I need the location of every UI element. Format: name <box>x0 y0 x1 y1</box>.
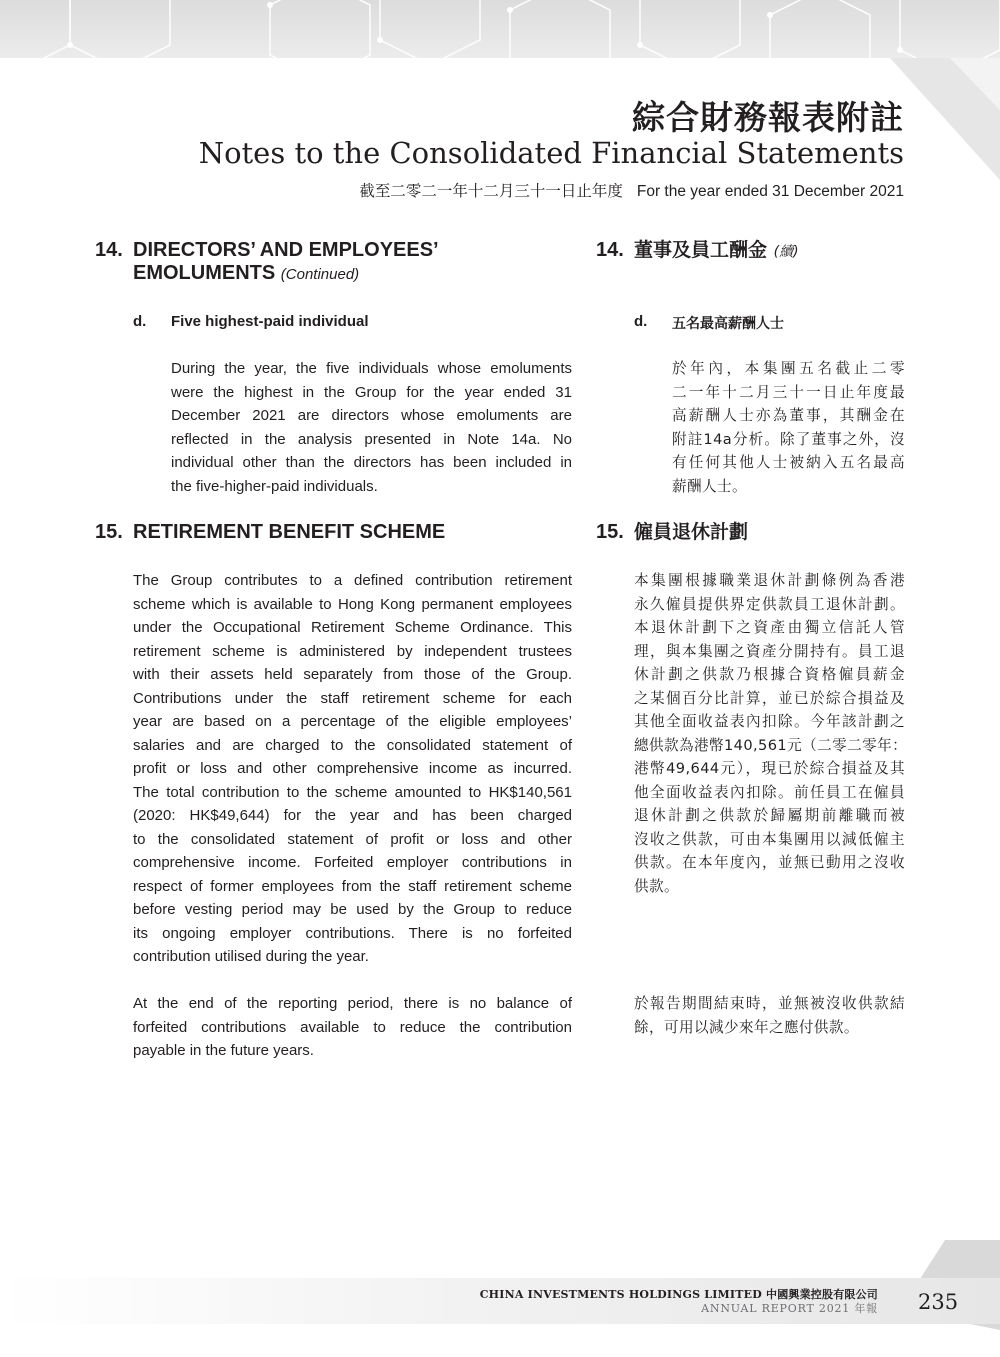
corner-decoration-top <box>890 0 1000 180</box>
note14d-letter: d. <box>133 313 147 330</box>
text-line: Contributions under the staff retirement scheme for each <box>133 689 572 707</box>
note14d-paragraph-zh <box>672 357 905 498</box>
text-line: 退休計劃之供款於歸屬期前離職而被 <box>634 807 905 824</box>
text-line: The Group contributes to a defined contribution retirement <box>133 572 572 589</box>
note14-heading-zh <box>596 238 906 264</box>
note14-title-line1: DIRECTORS’ AND EMPLOYEES’ <box>133 239 439 261</box>
text-line: to the consolidated statement of profit or loss and other <box>133 830 572 848</box>
page-number: 235 <box>918 1290 959 1314</box>
note14-number-zh: 14. <box>596 239 624 261</box>
text-line: forfeited contributions available to reduce the contribution <box>133 1018 572 1036</box>
note14d-letter-zh: d. <box>634 313 648 330</box>
footer-company-name: CHINA INVESTMENTS HOLDINGS LIMITED 中國興業控股有限公司 <box>479 1288 878 1301</box>
text-line: 其他全面收益表內扣除。今年該計劃之 <box>634 713 905 730</box>
note15-paragraph2-zh <box>634 992 905 1039</box>
header-decoration-band <box>0 0 1000 58</box>
note15-heading-en <box>95 520 555 546</box>
note15-number-zh: 15. <box>596 521 624 543</box>
note14-continued-zh: (續) <box>773 244 799 260</box>
note14-continued: (Continued) <box>280 266 360 283</box>
text-line: During the year, the five individuals whose emoluments <box>171 360 572 377</box>
text-line: At the end of the reporting period, there is no balance of <box>133 995 572 1012</box>
text-line: 高薪酬人士亦為董事，其酬金在 <box>672 407 905 424</box>
text-line: scheme which is available to Hong Kong permanent employees <box>133 595 572 613</box>
text-line: comprehensive income. Forfeited employer contributions in <box>133 854 572 871</box>
note14d-title-zh: 五名最高薪酬人士 <box>672 316 784 332</box>
text-line: 於報告期間結束時，並無被沒收供款結 <box>634 995 905 1012</box>
note14-title-zh: 董事及員工酬金 <box>634 239 768 261</box>
text-line: 薪酬人士。 <box>672 477 747 495</box>
text-line: its ongoing employer contributions. There is no forfeited <box>133 924 572 942</box>
note14d-title: Five highest-paid individual <box>171 313 369 330</box>
period-english: For the year ended 31 December 2021 <box>636 183 904 200</box>
text-line: individual other than the directors has been included in <box>171 454 572 471</box>
text-line: retirement scheme is administered by independent trustees <box>133 642 572 660</box>
text-line: 供款。在本年度內，並無已動用之沒收 <box>634 854 905 871</box>
text-line: 沒收之供款，可由本集團用以減低僱主 <box>634 830 905 848</box>
text-line: 本退休計劃下之資產由獨立信託人管 <box>634 619 905 636</box>
text-line: 他全面收益表內扣除。前任員工在僱員 <box>634 783 905 801</box>
note14d-subheading-en <box>133 313 553 333</box>
note15-number: 15. <box>95 521 123 543</box>
note14d-paragraph-en <box>171 357 572 498</box>
note15-paragraph1-zh <box>634 569 908 898</box>
text-line: payable in the future years. <box>133 1042 314 1059</box>
note14d-subheading-zh <box>634 313 904 333</box>
text-line: 有任何其他人士被納入五名最高 <box>672 454 905 471</box>
text-line: 之某個百分比計算，並已於綜合損益及 <box>634 689 905 707</box>
note14-heading-en <box>95 238 555 288</box>
footer-report-label: ANNUAL REPORT 2021 年報 <box>701 1302 878 1315</box>
hexagon-pattern <box>0 0 1000 58</box>
note15-title: RETIREMENT BENEFIT SCHEME <box>133 521 446 543</box>
text-line: 供款。 <box>634 877 679 895</box>
text-line: with their assets held separately from those of the Group. <box>133 666 572 683</box>
page-title-chinese: 綜合財務報表附註 <box>632 98 904 137</box>
period-chinese: 截至二零二一年十二月三十一日止年度 <box>359 183 623 200</box>
text-line: 二一年十二月三十一日止年度最 <box>672 383 905 401</box>
text-line: The total contribution to the scheme amounted to HK$140,561 <box>133 783 572 801</box>
text-line: the five-higher-paid individuals. <box>171 477 378 495</box>
text-line: before vesting period may be used by the Group to reduce <box>133 901 572 918</box>
note14-number: 14. <box>95 239 123 261</box>
note15-paragraph1-en <box>133 569 572 969</box>
text-line: 永久僱員提供界定供款員工退休計劃。 <box>634 595 905 613</box>
text-line: profit or loss and other comprehensive income as incurred. <box>133 760 572 777</box>
note15-title-zh: 僱員退休計劃 <box>634 521 749 543</box>
text-line: were the highest in the Group for the year ended 31 <box>171 383 572 401</box>
text-line: December 2021 are directors whose emoluments are <box>171 407 572 424</box>
text-line: reflected in the analysis presented in Note 14a. No <box>171 430 572 448</box>
text-line: 總供款為港幣140,561元（二零二零年： <box>634 736 908 754</box>
note15-paragraph2-en <box>133 992 572 1063</box>
text-line: 港幣49,644元），現已於綜合損益及其 <box>634 760 905 777</box>
text-line: (2020: HK$49,644) for the year and has been charged <box>133 807 572 824</box>
text-line: salaries and are charged to the consolidated statement of <box>133 736 572 754</box>
text-line: 附註14a分析。除了董事之外，沒 <box>672 430 905 448</box>
text-line: under the Occupational Retirement Scheme Ordinance. This <box>133 619 572 636</box>
text-line: 本集團根據職業退休計劃條例為香港 <box>634 572 905 589</box>
text-line: contribution utilised during the year. <box>133 948 369 965</box>
note14-title-line2: EMOLUMENTS <box>133 262 276 284</box>
text-line: 於年內，本集團五名截止二零 <box>672 360 905 377</box>
note15-heading-zh <box>596 520 906 546</box>
text-line: 理，與本集團之資產分開持有。員工退 <box>634 642 905 660</box>
period-subtitle <box>359 179 904 201</box>
text-line: year are based on a percentage of the eligible employees’ <box>133 713 572 730</box>
text-line: 餘，可用以減少來年之應付供款。 <box>634 1018 859 1036</box>
text-line: respect of former employees from the staff retirement scheme <box>133 877 572 895</box>
text-line: 休計劃之供款乃根據合資格僱員薪金 <box>634 666 905 683</box>
page-title-english: Notes to the Consolidated Financial Statements <box>198 136 904 170</box>
